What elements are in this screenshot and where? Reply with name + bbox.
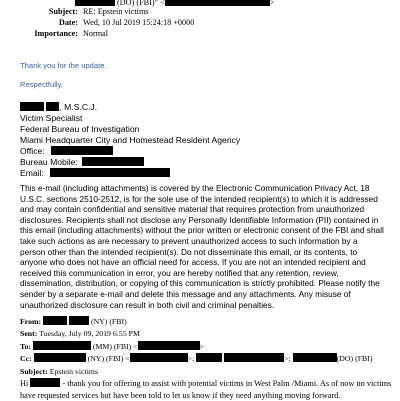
redacted-block: [34, 353, 86, 362]
header-subject: RE: Epstein victims: [83, 7, 149, 16]
forwarded-sent-label: Sent:: [20, 329, 38, 339]
signature-mobile-row: [20, 157, 240, 168]
header-date-label: Date:: [58, 18, 78, 27]
redacted-block: [69, 316, 89, 325]
signature-office-name: Miami Headquarter City and Homestead Resident Agency: [20, 135, 241, 145]
redacted-block: [43, 316, 67, 325]
redacted-block: [20, 102, 44, 111]
forwarded-from: (NY) (FBI): [90, 317, 127, 326]
forwarded-subject-row: [20, 366, 390, 378]
redacted-block: [293, 353, 337, 362]
header-importance: Normal: [83, 29, 109, 38]
redacted-block: [33, 341, 91, 350]
signature-block: [20, 102, 240, 179]
signature-email-row: [20, 168, 240, 179]
legal-disclaimer: This e-mail (including attachments) is covered by the Electronic Communication Privacy Act, 18 U.S.C. sections 2510-2512, is for the sole use of the intended recipient(s) to which it is addressed and may contain confidential and sensitive material that requires protection from unauthorized disclosures. Recipients shall not disclose any Personally Identifiable Information (PII) contained in this email (including attachments) without the prior written or electronic consent of the FBI and shall take such actions as are necessary to prevent unauthorized access to such information by a person other than the intended recipient(s). Do not disseminate this email, or its contents, to anyone who does not have an official need for access. If you are not an intended recipient and received this communication in error, you are hereby notified that any retention, review, dissemination, distribution, or copying of this communication is strictly prohibited. Please notify the sender by a separate e-mail and delete this message and any attachments. Any misuse of unauthorized disclosure can result in both civil and criminal penalties.: [20, 183, 384, 310]
forwarded-from-label: From:: [20, 317, 42, 326]
redacted-block: [165, 0, 270, 6]
forwarded-to-row: To: (MM) (FBI) < >: [20, 341, 204, 351]
reply-line-1: Thank you for the update.: [20, 61, 107, 70]
forwarded-cc-label: Cc:: [20, 354, 32, 364]
header-to-tail: >: [269, 0, 275, 7]
body-text: - thank you for offering to assist with potential victims in West Palm /Miami. As of now no victims have requested services but have been told to let us know if they need anything moving forward.: [20, 379, 392, 400]
forwarded-cc-1: (NY) (FBI) <: [87, 354, 130, 364]
signature-name-row: [20, 102, 240, 113]
forwarded-sent: Tuesday, July 09, 2019 6:55 PM: [39, 329, 140, 339]
header-subject-label: Subject:: [48, 7, 78, 16]
header-importance-row: [0, 29, 108, 38]
redacted-block: [50, 168, 170, 177]
redacted-block: [138, 341, 200, 350]
header-to-row: [75, 0, 274, 7]
header-subject-row: [0, 7, 149, 16]
body-greeting: Hi: [20, 379, 29, 388]
redacted-block: [30, 378, 60, 387]
redacted-block: [75, 0, 115, 6]
forwarded-sent-row: [20, 328, 390, 340]
reply-line-2: Respectfully,: [20, 80, 63, 89]
forwarded-subject-label: Subject:: [20, 366, 48, 376]
forwarded-cc-end: (DO) (FBI): [336, 354, 373, 364]
forwarded-cc-sep-2: >;: [284, 354, 291, 364]
signature-office-label: Office:: [20, 146, 45, 156]
email-body: [20, 378, 392, 401]
header-date-row: [0, 18, 194, 27]
redacted-block: [51, 146, 113, 155]
forwarded-cc-sep-1: >;: [187, 354, 195, 364]
redacted-block: [46, 102, 59, 111]
signature-office-row: [20, 146, 240, 157]
redacted-block: [130, 353, 188, 362]
forwarded-from-row: [20, 316, 390, 328]
signature-mobile-label: Bureau Mobile:: [20, 157, 78, 167]
redacted-block: [196, 353, 222, 362]
signature-name-suffix: , M.S.C.J.: [59, 102, 98, 112]
forwarded-to-label: To:: [20, 341, 31, 351]
header-date: Wed, 10 Jul 2019 15:24:18 +0000: [83, 18, 195, 27]
redacted-block: [82, 157, 144, 166]
signature-title: Victim Specialist: [20, 113, 83, 123]
signature-email-label: Email:: [20, 168, 44, 178]
signature-org: Federal Bureau of Investigation: [20, 124, 140, 134]
forwarded-cc-row: [20, 353, 390, 365]
redacted-block: [224, 353, 284, 362]
forwarded-subject: Epstein victims: [49, 366, 98, 376]
header-to-text: (DO) (FBI)" <: [117, 0, 165, 7]
header-importance-label: Importance:: [34, 29, 78, 38]
forwarded-header: [20, 316, 390, 378]
forwarded-to: (MM) (FBI) <: [92, 341, 138, 351]
